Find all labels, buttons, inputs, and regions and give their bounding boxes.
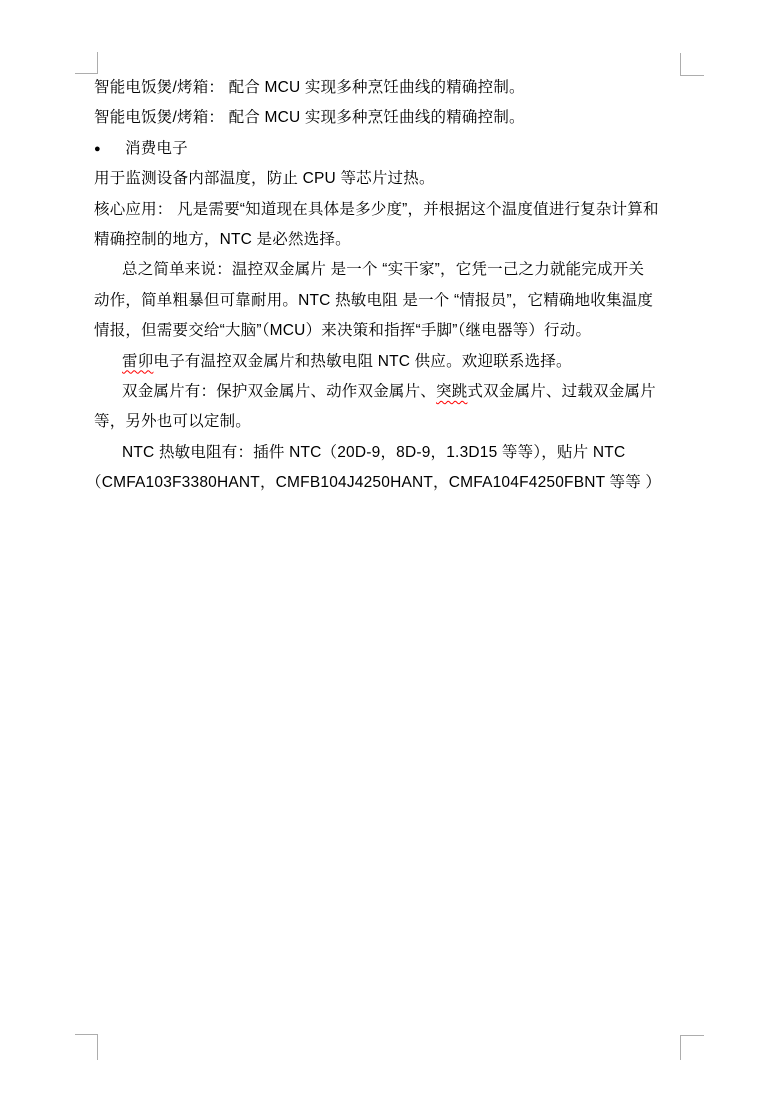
bullet-icon: ●	[94, 142, 101, 155]
line-bimetal-types-1	[94, 377, 690, 407]
misspelled-word: 突跳	[436, 383, 468, 401]
text-segment: 情报，但需要交给“大脑”（MCU）来决策和指挥“手脚”（继电器等）行动。	[94, 322, 592, 340]
crop-mark-top-left	[75, 52, 98, 74]
text-segment: 智能电饭煲/烤箱： 配合 MCU 实现多种烹饪曲线的精确控制。	[94, 79, 525, 96]
text-segment: 核心应用： 凡是需要“知道现在具体是多少度”，并根据这个温度值进行复杂计算和	[94, 200, 659, 218]
line-bimetal-types-2	[94, 407, 690, 437]
text-segment: 动作，简单粗暴但可靠耐用。NTC 热敏电阻 是一个 “情报员”，它精确地收集温度	[94, 291, 654, 309]
line-ntc-types-2	[86, 468, 690, 498]
line-leimao-supply	[94, 347, 690, 377]
text-segment: （CMFA103F3380HANT，CMFB104J4250HANT，CMFA104F4250FBNT 等等 ）	[86, 474, 662, 492]
text-segment: 电子有温控双金属片和热敏电阻 NTC 供应。欢迎联系选择。	[153, 352, 572, 370]
misspelled-word: 雷卯	[122, 352, 154, 370]
line-summary-1	[94, 255, 690, 285]
line-smart-cooker-2	[94, 103, 690, 133]
text-segment: 总之简单来说：温控双金属片 是一个 “实干家”，它凭一己之力就能完成开关	[122, 261, 645, 279]
document-text-area	[86, 73, 690, 499]
text-segment: 等，另外也可以定制。	[94, 413, 252, 431]
text-segment: 精确控制的地方，NTC 是必然选择。	[94, 231, 351, 249]
text-segment: 双金属片有：保护双金属片、动作双金属片、	[122, 383, 437, 401]
crop-mark-bottom-left	[75, 1034, 98, 1060]
line-ntc-types-1	[94, 438, 690, 468]
text-segment: 智能电饭煲/烤箱： 配合 MCU 实现多种烹饪曲线的精确控制。	[94, 109, 525, 127]
crop-mark-bottom-right	[680, 1035, 704, 1060]
line-summary-3	[94, 316, 690, 346]
text-segment: 式双金属片、过载双金属片	[467, 383, 656, 401]
line-smart-cooker-1	[94, 73, 690, 103]
line-core-application-1	[94, 195, 690, 225]
line-cpu-monitoring	[94, 164, 690, 194]
line-core-application-2	[94, 225, 690, 255]
text-segment: 用于监测设备内部温度，防止 CPU 等芯片过热。	[94, 170, 435, 188]
text-segment: 消费电子	[125, 139, 188, 157]
line-summary-2	[94, 286, 690, 316]
line-bullet-consumer-electronics	[94, 134, 690, 164]
text-segment: NTC 热敏电阻有：插件 NTC（20D-9，8D-9，1.3D15 等等），贴片 NTC	[122, 443, 626, 461]
